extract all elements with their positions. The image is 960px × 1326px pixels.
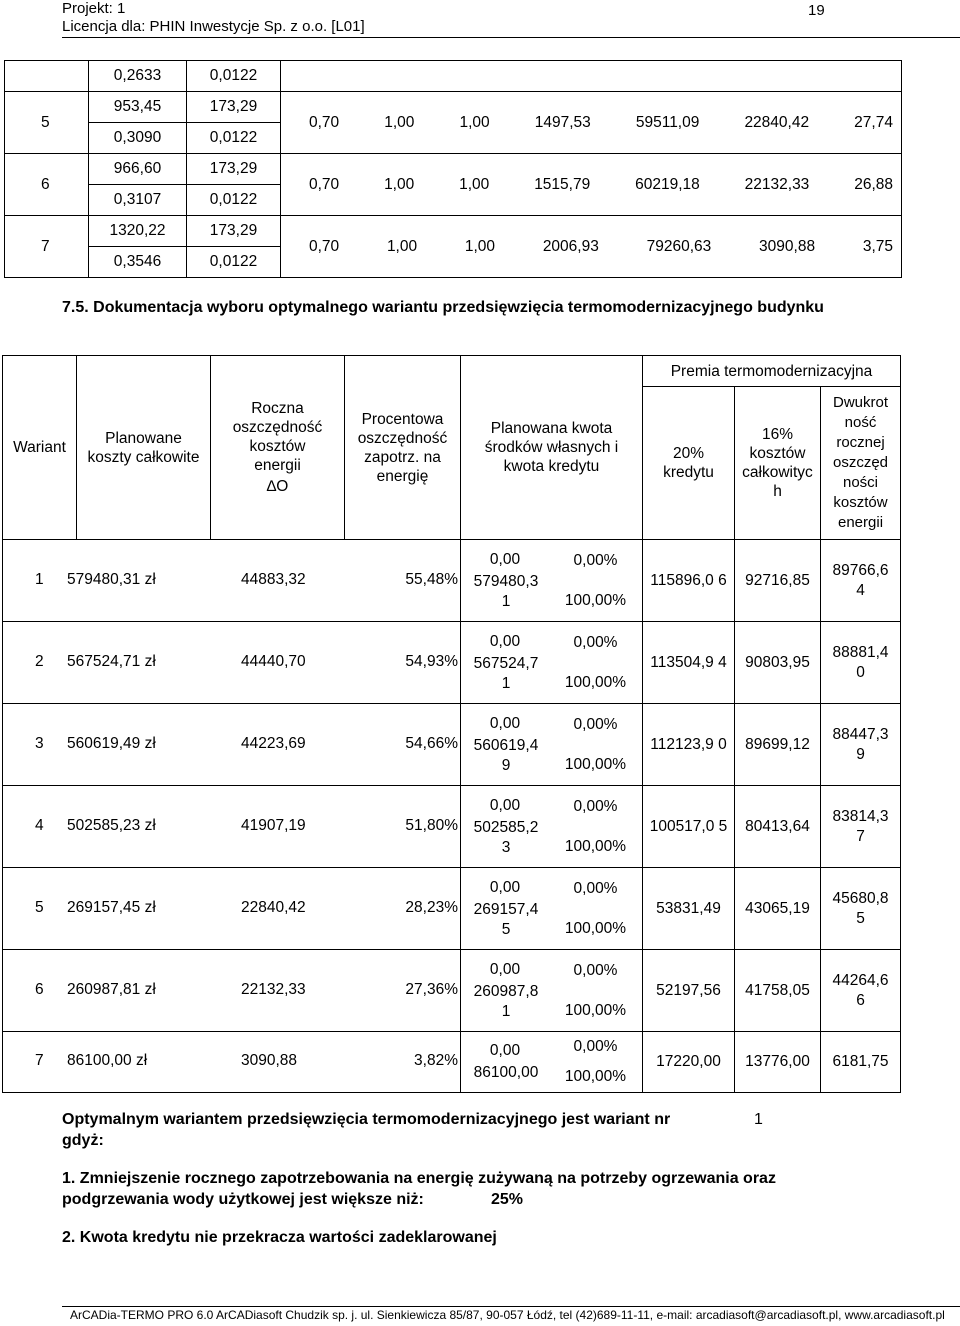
top-cell: 966,60 [89, 154, 187, 185]
top-values [281, 92, 902, 154]
top-val: 60219,18 [635, 175, 700, 193]
variant-cost: 579480,31 zł [67, 570, 156, 588]
top-val: 2006,93 [542, 237, 599, 255]
own-credit-cell [461, 540, 643, 622]
premium-20-cell [643, 622, 735, 704]
cell-value: 41758,05 [745, 981, 810, 999]
footer-text: ArCADia-TERMO PRO 6.0 ArCADiasoft Chudzik sp. j. ul. Sienkiewicza 85/87, 90-057 Łódź, tel (42)689-11-11, e-mail: arcadiasoft@arcadiasoft.pl, www.arcadiasoft.pl [70, 1308, 945, 1322]
top-val: 3090,88 [759, 237, 816, 255]
point1-line-b [62, 1189, 762, 1210]
top-row-number: 5 [5, 92, 89, 154]
variant-cost: 560619,49 zł [67, 734, 156, 752]
header-divider [62, 37, 960, 38]
variant-percent: 51,80% [405, 816, 458, 834]
header-wariant: Wariant [3, 356, 77, 540]
top-cell: 953,45 [89, 92, 187, 123]
point1-value: 25% [491, 1191, 524, 1208]
credit-percent: 100,00% [564, 1001, 627, 1019]
variant-savings: 44440,70 [241, 652, 306, 670]
variant-percent: 54,66% [405, 734, 458, 752]
variants-table [2, 355, 901, 1093]
double-savings-cell [821, 786, 901, 868]
variant-row [3, 622, 901, 704]
top-cell: 0,3107 [89, 185, 187, 216]
cell-value: 44264,6 6 [832, 971, 889, 1009]
variant-row [3, 950, 901, 1032]
variant-percent: 55,48% [405, 570, 458, 588]
double-savings-cell [821, 950, 901, 1032]
variant-savings: 41907,19 [241, 816, 306, 834]
premium-16-cell [735, 622, 821, 704]
conclusion-line1 [62, 1109, 960, 1130]
own-credit-cell [461, 1032, 643, 1093]
top-val: 3,75 [862, 237, 893, 255]
top-val: 1,00 [384, 113, 415, 131]
top-cell: 173,29 [187, 154, 281, 185]
license-label: Licencja dla: PHIN Inwestycje Sp. z o.o. [L01] [62, 18, 365, 35]
cell-value: 92716,85 [745, 571, 810, 589]
own-credit-cell [461, 950, 643, 1032]
header-premia: Premia termomodernizacyjna [643, 356, 901, 387]
top-val: 22840,42 [744, 113, 810, 131]
top-row-number: 7 [5, 216, 89, 278]
header-kwota: Planowana kwota środków własnych i kwota kredytu [461, 356, 643, 540]
footer-divider [62, 1306, 960, 1307]
cell-value: 89699,12 [745, 735, 810, 753]
top-row-number: 6 [5, 154, 89, 216]
variant-cost: 567524,71 zł [67, 652, 156, 670]
premium-16-cell [735, 950, 821, 1032]
top-cell: 0,3546 [89, 247, 187, 278]
header-20-kredytu: 20% kredytu [643, 387, 735, 540]
variant-summary [3, 786, 461, 868]
point1-line-a: 1. Zmniejszenie rocznego zapotrzebowania na energię zużywaną na potrzeby ogrzewania oraz [62, 1170, 776, 1187]
top-val: 1,00 [459, 175, 490, 193]
cell-value: 13776,00 [745, 1053, 810, 1070]
variant-number: 7 [35, 1052, 44, 1069]
section-title: 7.5. Dokumentacja wyboru optymalnego wariantu przedsięwzięcia termomodernizacyjnego budynku [62, 299, 824, 316]
top-table [4, 60, 902, 278]
cell-value: 43065,19 [745, 899, 810, 917]
own-funds: 0,00 [489, 960, 521, 978]
header-dwukrotnosc: Dwukrot ność rocznej oszczęd ności kosztów energii [821, 387, 901, 540]
own-funds-percent: 0,00% [573, 879, 618, 897]
premium-16-cell [735, 540, 821, 622]
credit-percent: 100,00% [564, 837, 627, 855]
top-cell: 173,29 [187, 216, 281, 247]
credit-percent: 100,00% [564, 919, 627, 937]
top-val: 1515,79 [534, 175, 591, 193]
top-cell: 0,0122 [187, 61, 281, 92]
conclusion-text: Optymalnym wariantem przedsięwzięcia termomodernizacyjnego jest wariant nr [62, 1111, 671, 1128]
premium-20-cell [643, 868, 735, 950]
double-savings-cell [821, 704, 901, 786]
top-cell: 1320,22 [89, 216, 187, 247]
variant-percent: 28,23% [405, 898, 458, 916]
header-roczna-text: Roczna oszczędność kosztów energii [232, 400, 323, 474]
premium-20-cell [643, 540, 735, 622]
top-val: 1,00 [464, 237, 496, 255]
cell-value: 52197,56 [656, 981, 721, 999]
top-val: 26,88 [854, 175, 893, 193]
variant-number: 1 [35, 570, 44, 588]
top-cell: 173,29 [187, 92, 281, 123]
point1-text: podgrzewania wody użytkowej jest większe niż: [62, 1191, 424, 1208]
variant-summary [3, 868, 461, 950]
top-cell: 0,0122 [187, 123, 281, 154]
header-procentowa: Procentowa oszczędność zapotrz. na energię [345, 356, 461, 540]
top-val: 0,70 [309, 175, 340, 193]
top-val: 59511,09 [635, 113, 700, 131]
top-cell: 0,0122 [187, 247, 281, 278]
credit-percent: 100,00% [564, 755, 627, 773]
variant-row [3, 540, 901, 622]
cell-value: 45680,8 5 [832, 889, 889, 927]
top-cell: 0,0122 [187, 185, 281, 216]
variant-savings: 3090,88 [241, 1052, 298, 1069]
double-savings-cell [821, 540, 901, 622]
premium-20-cell [643, 950, 735, 1032]
credit-percent: 100,00% [564, 591, 627, 609]
premium-16-cell [735, 868, 821, 950]
credit-percent: 100,00% [564, 673, 627, 691]
top-val: 1,00 [386, 237, 418, 255]
credit-amount: 567524,7 1 [473, 654, 539, 692]
header-16-kosztow: 16% kosztów całkowityc h [735, 387, 821, 540]
conclusion-line2: gdyż: [62, 1132, 104, 1149]
page-number: 19 [808, 2, 825, 19]
premium-20-cell [643, 786, 735, 868]
top-val: 0,70 [309, 113, 340, 131]
cell-value: 80413,64 [745, 817, 810, 835]
cell-value: 89766,6 4 [832, 561, 889, 599]
own-funds-percent: 0,00% [573, 715, 618, 733]
credit-amount: 579480,3 1 [473, 572, 539, 610]
own-funds-percent: 0,00% [573, 633, 618, 651]
variant-savings: 22132,33 [241, 980, 306, 998]
variant-number: 6 [35, 980, 44, 998]
premium-16-cell [735, 704, 821, 786]
own-funds-percent: 0,00% [573, 1038, 618, 1055]
top-cell: 0,3090 [89, 123, 187, 154]
own-credit-cell [461, 786, 643, 868]
variant-cost: 86100,00 zł [67, 1052, 148, 1069]
variant-savings: 44883,32 [241, 570, 306, 588]
project-label: Projekt: 1 [62, 0, 126, 17]
variant-number: 3 [35, 734, 44, 752]
variant-summary [3, 540, 461, 622]
own-funds-percent: 0,00% [573, 551, 618, 569]
cell-value: 83814,3 7 [832, 807, 889, 845]
credit-amount: 260987,8 1 [473, 982, 539, 1020]
variant-row [3, 1032, 901, 1093]
double-savings-cell [821, 1032, 901, 1093]
double-savings-cell [821, 622, 901, 704]
top-val: 0,70 [309, 237, 340, 255]
top-values [281, 216, 902, 278]
variant-summary [3, 950, 461, 1032]
top-val: 22132,33 [744, 175, 810, 193]
credit-percent: 100,00% [564, 1068, 627, 1085]
top-val: 79260,63 [646, 237, 712, 255]
premium-20-cell [643, 1032, 735, 1093]
variant-cost: 260987,81 zł [67, 980, 156, 998]
cell-value: 112123,9 0 [650, 735, 727, 753]
double-savings-cell [821, 868, 901, 950]
variant-savings: 22840,42 [241, 898, 306, 916]
variant-row [3, 704, 901, 786]
own-funds: 0,00 [489, 632, 521, 650]
variant-savings: 44223,69 [241, 734, 306, 752]
header-delta: ∆O [266, 478, 289, 495]
variant-summary [3, 1032, 461, 1093]
top-values [281, 154, 902, 216]
own-funds: 0,00 [489, 878, 521, 896]
own-credit-cell [461, 704, 643, 786]
variant-row [3, 786, 901, 868]
top-val: 1497,53 [534, 113, 591, 131]
cell-value: 17220,00 [656, 1053, 721, 1070]
variant-number: 5 [35, 898, 44, 916]
credit-amount: 269157,4 5 [473, 900, 539, 938]
premium-16-cell [735, 786, 821, 868]
cell-value: 6181,75 [832, 1053, 889, 1070]
own-funds: 0,00 [489, 1042, 521, 1059]
premium-20-cell [643, 704, 735, 786]
variant-percent: 27,36% [405, 980, 458, 998]
top-val: 1,00 [384, 175, 415, 193]
premium-16-cell [735, 1032, 821, 1093]
own-funds: 0,00 [489, 714, 521, 732]
top-val: 27,74 [854, 113, 893, 131]
cell-value: 88881,4 0 [832, 643, 889, 681]
credit-amount: 502585,2 3 [473, 818, 539, 856]
cell-value: 90803,95 [745, 653, 810, 671]
credit-amount: 560619,4 9 [473, 736, 539, 774]
variant-summary [3, 704, 461, 786]
variants-body [3, 540, 901, 1093]
cell-value: 53831,49 [656, 899, 721, 917]
point2: 2. Kwota kredytu nie przekracza wartości zadeklarowanej [62, 1229, 497, 1246]
cell-value: 113504,9 4 [650, 653, 727, 671]
optimal-variant: 1 [754, 1111, 763, 1128]
own-funds: 0,00 [489, 796, 521, 814]
cell-value: 100517,0 5 [649, 817, 728, 835]
variant-row [3, 868, 901, 950]
variant-number: 4 [35, 816, 44, 834]
own-funds: 0,00 [489, 550, 521, 568]
variant-cost: 502585,23 zł [67, 816, 156, 834]
own-funds-percent: 0,00% [573, 961, 618, 979]
top-val: 1,00 [459, 113, 490, 131]
top-cell: 0,2633 [89, 61, 187, 92]
header-roczna [211, 356, 345, 540]
variant-percent: 54,93% [405, 652, 458, 670]
cell-value: 88447,3 9 [832, 725, 889, 763]
variant-number: 2 [35, 652, 44, 670]
variant-cost: 269157,45 zł [67, 898, 156, 916]
own-credit-cell [461, 868, 643, 950]
credit-amount: 86100,00 [473, 1064, 539, 1081]
cell-value: 115896,0 6 [650, 571, 727, 589]
own-funds-percent: 0,00% [573, 797, 618, 815]
variant-percent: 3,82% [414, 1052, 458, 1069]
variant-summary [3, 622, 461, 704]
own-credit-cell [461, 622, 643, 704]
header-koszty: Planowane koszty całkowite [77, 356, 211, 540]
